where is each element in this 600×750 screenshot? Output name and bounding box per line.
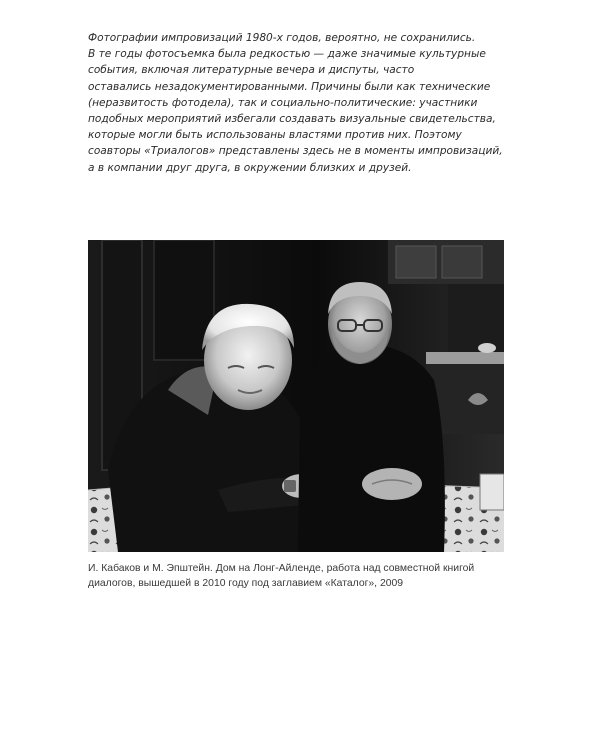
paper-stack <box>480 474 504 510</box>
caption-line: И. Кабаков и М. Эпштейн. Дом на Лонг-Айленде, работа над совместной книгой <box>88 563 475 574</box>
photo-caption <box>88 562 518 591</box>
intro-line: которые могли быть использованы властями против них. Поэтому <box>88 129 462 142</box>
intro-text <box>88 30 518 176</box>
intro-line: соавторы «Триалогов» представлены здесь не в моменты импровизаций, <box>88 145 503 158</box>
watch <box>284 480 296 492</box>
right-person-body <box>298 344 445 552</box>
cabinet-glass <box>442 246 482 278</box>
counter-top <box>426 352 504 364</box>
intro-line: подобных мероприятий избегали создавать визуальные свидетельства, <box>88 113 496 126</box>
right-person-hands <box>362 468 422 500</box>
intro-line: оставались незадокументированными. Причины были как технические <box>88 80 491 93</box>
cabinet-glass <box>396 246 436 278</box>
intro-line: Фотографии импровизаций 1980-х годов, вероятно, не сохранились. <box>88 32 476 44</box>
intro-line: В те годы фотосъемка была редкостью — даже значимые культурные <box>88 48 486 61</box>
cup <box>478 343 496 353</box>
intro-line: а в компании друг друга, в окружении близких и друзей. <box>88 161 412 174</box>
photograph <box>88 240 504 552</box>
intro-line: события, включая литературные вечера и диспуты, часто <box>88 64 415 77</box>
intro-line: (неразвитость фотодела), так и социально-политические: участники <box>88 96 478 109</box>
caption-line: диалогов, вышедшей в 2010 году под заглавием «Каталог», 2009 <box>88 577 404 589</box>
photograph-illustration <box>88 240 504 552</box>
